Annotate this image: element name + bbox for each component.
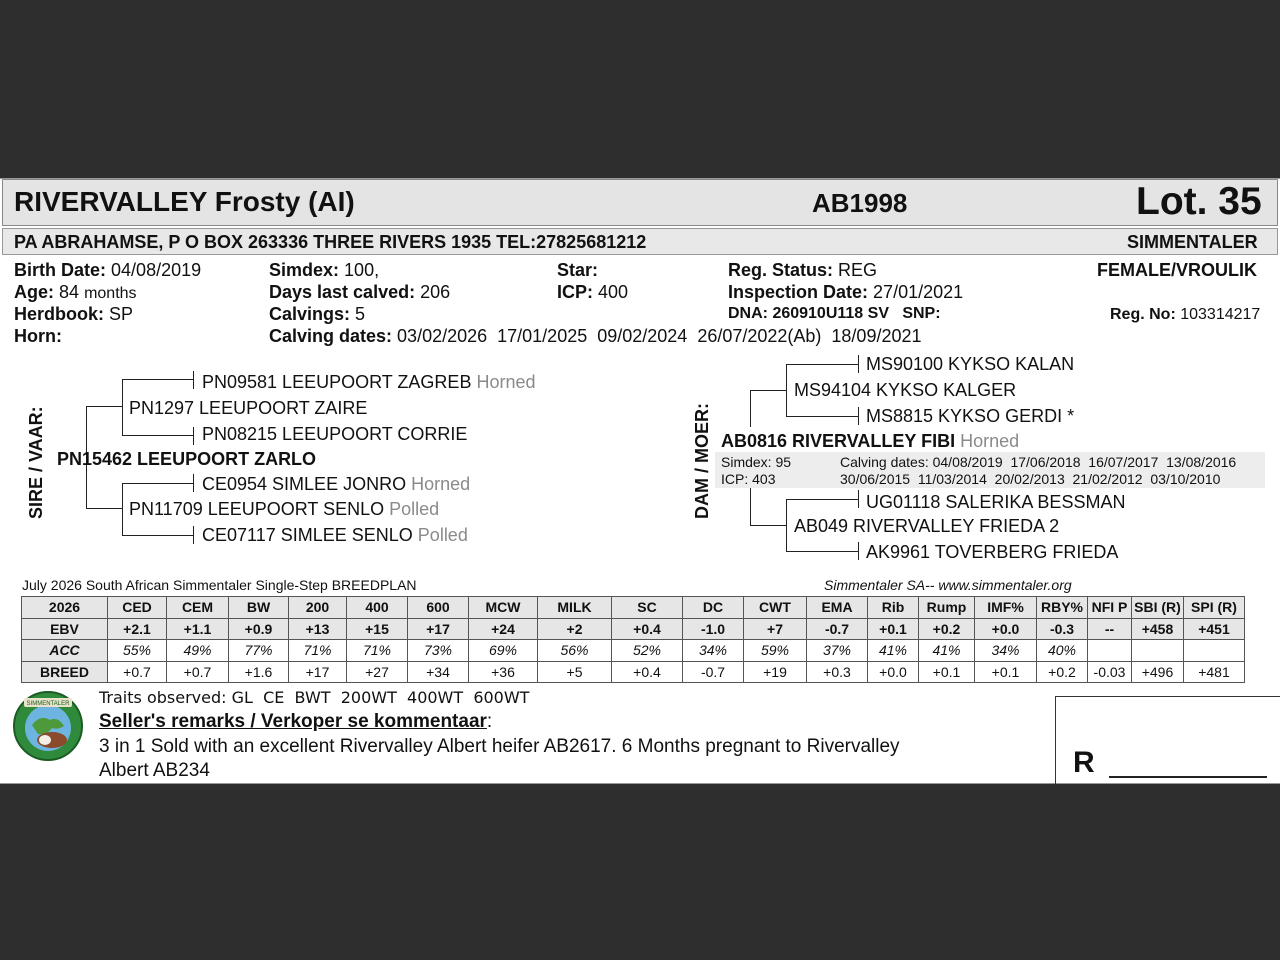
ebv-cell	[1088, 640, 1132, 662]
sire-dam-dam: CE07117 SIMLEE SENLO Polled	[202, 525, 468, 545]
dam-sire-dam: MS8815 KYKSO GERDI *	[866, 406, 1075, 426]
ebv-cell: 200	[289, 597, 347, 619]
sire-dam: PN11709 LEEUPOORT SENLO Polled	[129, 499, 440, 519]
herdbook: Herdbook: SP	[14, 304, 134, 324]
ebv-cell: EMA	[807, 597, 868, 619]
ebv-cell: +34	[408, 661, 469, 683]
ebv-cell: +458	[1132, 618, 1184, 640]
ebv-cell: +0.0	[975, 618, 1037, 640]
ebv-cell: MILK	[538, 597, 612, 619]
ebv-cell: +13	[289, 618, 347, 640]
ebv-cell: CEM	[167, 597, 229, 619]
simmentaler-logo	[12, 690, 84, 762]
ebv-cell: +2	[538, 618, 612, 640]
ebv-cell: RBY%	[1037, 597, 1088, 619]
ebv-cell: +0.2	[1037, 661, 1088, 683]
ebv-cell: +2.1	[108, 618, 167, 640]
ebv-value-row	[22, 618, 1245, 640]
lot-number: Lot. 35	[1136, 180, 1262, 223]
ebv-cell: +0.4	[612, 618, 683, 640]
ebv-cell: +1.6	[229, 661, 289, 683]
ebv-cell: 41%	[919, 640, 975, 662]
ebv-cell: +0.0	[868, 661, 919, 683]
ebv-cell: +0.9	[229, 618, 289, 640]
ebv-table	[21, 596, 1245, 683]
ebv-cell: +27	[347, 661, 408, 683]
ebv-cell: +0.7	[167, 661, 229, 683]
horn-label: Horn:	[14, 326, 62, 346]
sire-sire-dam: PN08215 LEEUPOORT CORRIE	[202, 424, 468, 444]
ebv-cell: SPI (R)	[1184, 597, 1245, 619]
age: Age: 84 months	[14, 282, 137, 302]
ebv-cell: +496	[1132, 661, 1184, 683]
logo-text: SIMMENTALER	[26, 701, 70, 707]
sire: PN15462 LEEUPOORT ZARLO	[57, 449, 317, 469]
dam-sire-sire: MS90100 KYKSO KALAN	[866, 354, 1075, 374]
ebv-cell: +15	[347, 618, 408, 640]
ebv-cell: CWT	[744, 597, 807, 619]
price-r-label: R	[1073, 746, 1095, 779]
ebv-cell: 41%	[868, 640, 919, 662]
reg-status: Reg. Status: REG	[728, 260, 878, 280]
ebv-breed-avg-row	[22, 661, 1245, 683]
ebv-cell: EBV	[22, 618, 108, 640]
ebv-cell: 52%	[612, 640, 683, 662]
inspection-date: Inspection Date: 27/01/2021	[728, 282, 964, 302]
ebv-cell	[1132, 640, 1184, 662]
price-signature-line	[1109, 776, 1267, 778]
ebv-cell: 55%	[108, 640, 167, 662]
breedplan-website: Simmentaler SA-- www.simmentaler.org	[824, 577, 1072, 593]
sex: FEMALE/VROULIK	[1097, 260, 1257, 280]
ebv-cell: +0.7	[108, 661, 167, 683]
ebv-cell: 56%	[538, 640, 612, 662]
ebv-cell: +7	[744, 618, 807, 640]
ebv-cell: 600	[408, 597, 469, 619]
ebv-cell: -0.3	[1037, 618, 1088, 640]
ebv-cell: +0.1	[868, 618, 919, 640]
ebv-cell: DC	[683, 597, 744, 619]
ebv-cell: +481	[1184, 661, 1245, 683]
lot-card	[0, 178, 1280, 784]
dam-calving-dates-2: 30/06/2015 11/03/2014 20/02/2013 21/02/2012 03/10/2010	[840, 471, 1221, 487]
ebv-cell: +36	[469, 661, 538, 683]
icp: ICP: 400	[557, 282, 629, 302]
ebv-cell: +0.4	[612, 661, 683, 683]
ebv-cell: CED	[108, 597, 167, 619]
ebv-cell: -0.03	[1088, 661, 1132, 683]
ebv-cell: -0.7	[683, 661, 744, 683]
breed-name: SIMMENTALER	[1127, 232, 1258, 252]
ebv-cell: SBI (R)	[1132, 597, 1184, 619]
ebv-cell: +0.1	[975, 661, 1037, 683]
ebv-cell: +0.2	[919, 618, 975, 640]
ebv-cell: 59%	[744, 640, 807, 662]
ebv-cell: +24	[469, 618, 538, 640]
sellers-remarks-line-2: Albert AB234	[99, 760, 210, 781]
traits-observed: Traits observed: GL CE BWT 200WT 400WT 600WT	[99, 688, 530, 707]
ebv-cell: 2026	[22, 597, 108, 619]
ebv-cell: -0.7	[807, 618, 868, 640]
star-label: Star:	[557, 260, 599, 280]
ebv-cell: 37%	[807, 640, 868, 662]
sire-sire: PN1297 LEEUPOORT ZAIRE	[129, 398, 368, 418]
ebv-cell: +0.3	[807, 661, 868, 683]
ebv-cell: +0.1	[919, 661, 975, 683]
dam-dam-dam: AK9961 TOVERBERG FRIEDA	[866, 542, 1119, 562]
dam-sire: MS94104 KYKSO KALGER	[794, 380, 1017, 400]
calving-dates: Calving dates: 03/02/2026 17/01/2025 09/02/2024 26/07/2022(Ab) 18/09/2021	[269, 326, 922, 346]
breedplan-title: July 2026 South African Simmentaler Single-Step BREEDPLAN	[22, 577, 417, 593]
dam-side-label: DAM / MOER:	[692, 403, 712, 519]
ebv-cell: 71%	[289, 640, 347, 662]
ebv-cell: 71%	[347, 640, 408, 662]
animal-name: RIVERVALLEY Frosty (AI)	[14, 186, 355, 217]
ebv-cell: +451	[1184, 618, 1245, 640]
ebv-cell: 77%	[229, 640, 289, 662]
ebv-cell: ACC	[22, 640, 108, 662]
birth-date: Birth Date: 04/08/2019	[14, 260, 202, 280]
ebv-header-row	[22, 597, 1245, 619]
dam-icp: ICP: 403	[721, 471, 776, 487]
sire-dam-sire: CE0954 SIMLEE JONRO Horned	[202, 474, 471, 494]
ebv-cell: 34%	[683, 640, 744, 662]
ebv-cell: 49%	[167, 640, 229, 662]
sellers-remarks-line-1: 3 in 1 Sold with an excellent Rivervalley Albert heifer AB2617. 6 Months pregnant to Rivervalley	[99, 736, 900, 757]
ebv-cell: +17	[408, 618, 469, 640]
ebv-accuracy-row	[22, 640, 1245, 662]
ebv-cell: +17	[289, 661, 347, 683]
animal-id: AB1998	[812, 188, 908, 218]
ebv-cell: BREED	[22, 661, 108, 683]
ebv-cell: +5	[538, 661, 612, 683]
ebv-cell: Rib	[868, 597, 919, 619]
ebv-cell: -1.0	[683, 618, 744, 640]
ebv-cell: --	[1088, 618, 1132, 640]
ebv-cell: 40%	[1037, 640, 1088, 662]
owner-details: PA ABRAHAMSE, P O BOX 263336 THREE RIVERS 1935 TEL:27825681212	[14, 232, 647, 252]
dna-snp: DNA: 260910U118 SV SNP:	[728, 305, 941, 322]
sire-sire-sire: PN09581 LEEUPOORT ZAGREB Horned	[202, 372, 536, 392]
ebv-cell: NFI P	[1088, 597, 1132, 619]
days-last-calved: Days last calved: 206	[269, 282, 451, 302]
ebv-cell	[1184, 640, 1245, 662]
dam-dam-sire: UG01118 SALERIKA BESSMAN	[866, 492, 1126, 512]
ebv-cell: MCW	[469, 597, 538, 619]
simdex: Simdex: 100,	[269, 260, 380, 280]
dam-calving-dates-1: Calving dates: 04/08/2019 17/06/2018 16/07/2017 13/08/2016	[840, 454, 1237, 470]
ebv-cell: +19	[744, 661, 807, 683]
sellers-remarks-heading: Seller's remarks / Verkoper se kommentaar:	[99, 711, 493, 732]
ebv-cell: IMF%	[975, 597, 1037, 619]
dam-dam: AB049 RIVERVALLEY FRIEDA 2	[794, 516, 1060, 536]
sire-side-label: SIRE / VAAR:	[26, 406, 46, 519]
ebv-cell: Rump	[919, 597, 975, 619]
reg-number: Reg. No: 103314217	[1110, 306, 1261, 323]
ebv-cell: 400	[347, 597, 408, 619]
ebv-cell: 73%	[408, 640, 469, 662]
calvings: Calvings: 5	[269, 304, 366, 324]
ebv-cell: 34%	[975, 640, 1037, 662]
ebv-cell: 69%	[469, 640, 538, 662]
ebv-cell: SC	[612, 597, 683, 619]
dam: AB0816 RIVERVALLEY FIBI Horned	[721, 431, 1020, 451]
ebv-cell: +1.1	[167, 618, 229, 640]
dam-simdex: Simdex: 95	[721, 454, 792, 470]
ebv-cell: BW	[229, 597, 289, 619]
